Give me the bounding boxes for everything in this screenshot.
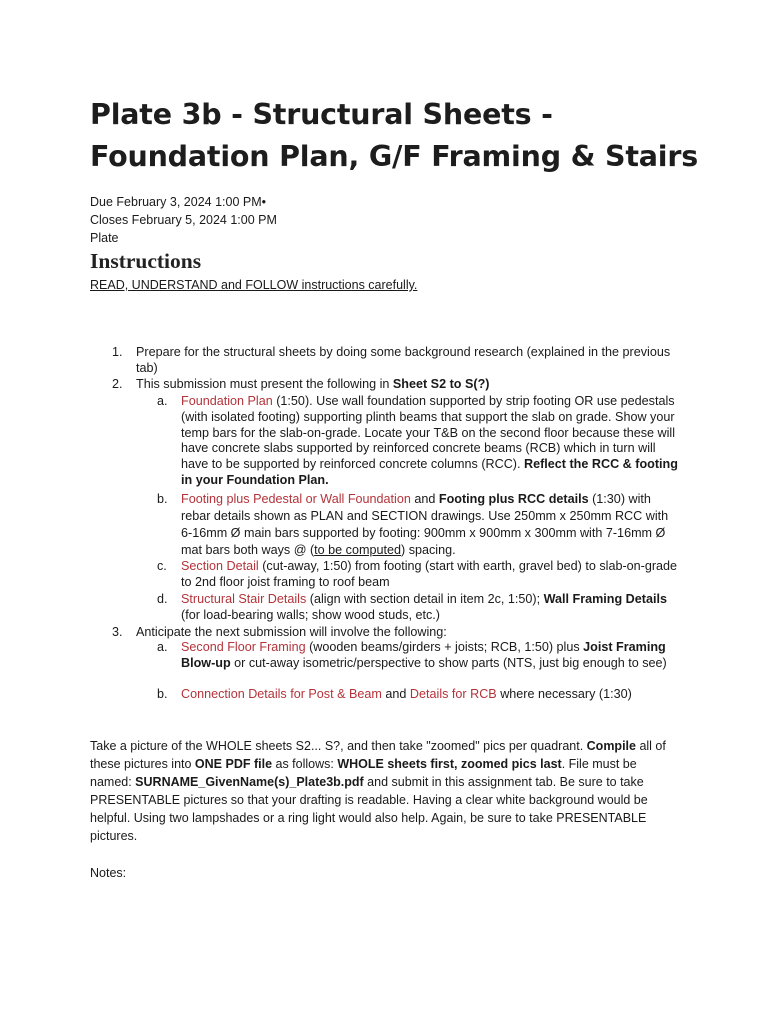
- sheet-range: Sheet S2 to S(?): [392, 377, 490, 391]
- file-name: SURNAME_GivenName(s)_Plate3b.pdf: [135, 775, 364, 789]
- list-text: (1:30) with rebar details shown as PLAN and SECTION drawings. Use 250mm x 250mm RCC with 6-16mm Ø main bars supported by footing: 900mm x 900mm x 300mm with 7-16mm Ø mat bars both ways @ (: [181, 492, 669, 557]
- emphasis-text: ONE PDF file: [194, 757, 273, 771]
- emphasis-text: Footing plus RCC details: [438, 492, 589, 506]
- emphasis-text: Joist Framing Blow-up: [181, 640, 666, 670]
- list-text: (wooden beams/girders + joists; RCB, 1:50) plus: [305, 640, 584, 654]
- list-item-3a: [157, 640, 681, 672]
- page-title: Plate 3b - Structural Sheets - Foundation Plan, G/F Framing & Stairs: [90, 98, 698, 173]
- paragraph-text: as follows:: [272, 757, 338, 771]
- list-text: Prepare for the structural sheets by doing some background research (explained in the previous tab): [136, 345, 671, 375]
- list-number: 2.: [112, 377, 123, 391]
- stair-details-label: Structural Stair Details: [181, 592, 307, 606]
- list-text: (for load-bearing walls; show wood studs, etc.): [181, 607, 440, 622]
- connection-details-label: Connection Details for Post & Beam: [181, 687, 382, 701]
- notes-label: Notes:: [90, 866, 127, 880]
- instructions-note: READ, UNDERSTAND and FOLLOW instructions carefully.: [90, 278, 418, 292]
- emphasis-text: Compile: [586, 739, 636, 753]
- instructions-heading: Instructions: [90, 249, 202, 273]
- list-text: and: [381, 687, 410, 701]
- list-item-2c: [157, 559, 681, 591]
- foundation-plan-label: Foundation Plan: [181, 394, 273, 408]
- list-item-2: [112, 377, 676, 393]
- list-text: This submission must present the following in: [136, 377, 393, 391]
- list-letter: a.: [157, 640, 168, 654]
- list-item-2d: [157, 592, 681, 624]
- list-text: (1:50). Use wall foundation supported by strip footing OR use pedestals (with isolated footing) supporting plinth beams that support the slab on grade. Show your temp bars for the slab-on-grade. Locate your T&B on the second floor because these will have concrete slabs supported by reinforced concrete beams (RCB) which in turn will have to be supported by reinforced concrete columns (RCC).: [181, 394, 676, 472]
- list-number: 1.: [112, 345, 123, 359]
- paragraph-text: and submit in this assignment tab. Be sure to take PRESENTABLE pictures so that your drafting is readable. Having a clear white background would be helpful. Using two lampshades or a ring light would also help. Again, be sure to take PRESENTABLE pictures.: [90, 775, 648, 843]
- list-item-3b: [157, 687, 681, 703]
- list-text: (align with section detail in item 2c, 1:50);: [306, 592, 544, 606]
- footing-pedestal-label: Footing plus Pedestal or Wall Foundation: [181, 492, 411, 506]
- list-item-3: [112, 625, 676, 641]
- list-number: 3.: [112, 625, 123, 639]
- list-letter: d.: [157, 592, 168, 606]
- rcb-details-label: Details for RCB: [409, 687, 497, 701]
- submission-paragraph: [90, 737, 680, 845]
- assignment-meta: [90, 193, 277, 247]
- underlined-text: to be computed: [314, 543, 401, 557]
- emphasis-text: Reflect the RCC & footing in your Foundation Plan.: [181, 457, 678, 487]
- paragraph-text: Take a picture of the WHOLE sheets S2... S?, and then take "zoomed" pics per quadrant.: [90, 739, 587, 753]
- list-text: or cut-away isometric/perspective to show parts (NTS, just big enough to see): [230, 655, 667, 670]
- assignment-type: Plate: [90, 231, 119, 245]
- due-date: Due February 3, 2024 1:00 PM•: [90, 195, 267, 209]
- list-text: Anticipate the next submission will involve the following:: [136, 625, 447, 639]
- emphasis-text: Wall Framing Details: [543, 592, 667, 606]
- list-item-2a: [157, 394, 681, 489]
- paragraph-text: all of these pictures into: [90, 739, 666, 771]
- list-letter: c.: [157, 559, 167, 573]
- list-letter: b.: [157, 687, 168, 701]
- emphasis-text: WHOLE sheets first, zoomed pics last: [337, 757, 562, 771]
- list-text: (cut-away, 1:50) from footing (start with earth, gravel bed) to slab-on-grade to 2nd floor joist framing to roof beam: [181, 559, 678, 589]
- paragraph-text: . File must be named:: [90, 757, 637, 789]
- list-text: ) spacing.: [401, 543, 456, 557]
- list-text: where necessary (1:30): [496, 687, 632, 701]
- list-letter: b.: [157, 492, 168, 506]
- list-text: and: [410, 492, 439, 506]
- list-item-1: [112, 345, 676, 377]
- close-date: Closes February 5, 2024 1:00 PM: [90, 213, 277, 227]
- list-letter: a.: [157, 394, 168, 408]
- list-item-2b: [157, 491, 681, 559]
- second-floor-framing-label: Second Floor Framing: [181, 640, 306, 654]
- section-detail-label: Section Detail: [181, 559, 259, 573]
